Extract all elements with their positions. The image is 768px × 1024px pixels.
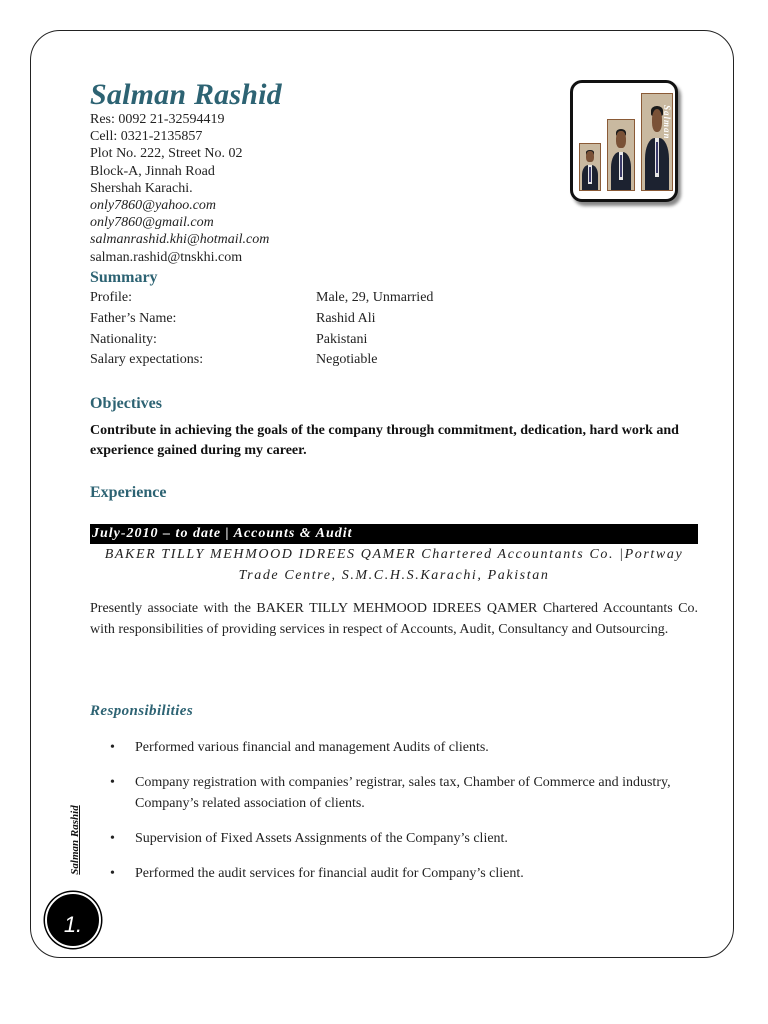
email-hotmail[interactable]: salmanrashid.khi@hotmail.com xyxy=(90,232,270,248)
bullet-icon: • xyxy=(110,775,115,790)
contact-block xyxy=(90,111,269,266)
responsibilities-list xyxy=(110,737,680,898)
vertical-footer-name xyxy=(66,800,84,880)
job-title-bar: July-2010 – to date | Accounts & Audit xyxy=(90,524,698,544)
list-item xyxy=(110,828,680,849)
email-yahoo[interactable]: only7860@yahoo.com xyxy=(90,198,217,214)
footer-name-text: Salman Rashid xyxy=(69,805,81,875)
photo-medium xyxy=(607,119,635,191)
responsibility-text: Performed the audit services for financial audit for Company’s client. xyxy=(135,866,524,881)
list-item xyxy=(110,772,680,814)
responsibility-text: Performed various financial and management Audits of clients. xyxy=(135,740,489,755)
summary-label: Profile: xyxy=(90,290,132,305)
email-gmail[interactable]: only7860@gmail.com xyxy=(90,215,214,231)
candidate-name: Salman Rashid xyxy=(90,78,282,111)
cell-phone: Cell: 0321-2135857 xyxy=(90,129,203,145)
address-line-1: Plot No. 222, Street No. 02 xyxy=(90,146,243,162)
list-item xyxy=(110,863,680,884)
responsibility-text: Supervision of Fixed Assets Assignments of the Company’s client. xyxy=(135,831,508,846)
objectives-text: Contribute in achieving the goals of the company through commitment, dedication, hard work and experience gained during my career. xyxy=(90,423,679,458)
summary-row xyxy=(90,311,490,332)
experience-heading: Experience xyxy=(90,484,167,501)
home-phone: Res: 0092 21-32594419 xyxy=(90,112,225,127)
address-line-3: Shershah Karachi. xyxy=(90,180,193,196)
summary-value: Negotiable xyxy=(316,352,378,368)
summary-value: Male, 29, Unmarried xyxy=(316,290,434,305)
company-name: BAKER TILLY MEHMOOD IDREES QAMER Chartered Accountants Co. |Portway Trade Centre, S.M.C.H.S.Karachi, Pakistan xyxy=(104,547,684,583)
summary-heading: Summary xyxy=(90,269,158,286)
summary-row xyxy=(90,290,490,311)
email-work[interactable]: salman.rashid@tnskhi.com xyxy=(90,249,243,265)
job-description: Presently associate with the BAKER TILLY MEHMOOD IDREES QAMER Chartered Accountants Co. with responsibilities of providing services in respect of Accounts, Audit, Consultancy and Outsourcing. xyxy=(90,601,698,637)
bullet-icon: • xyxy=(110,866,115,881)
summary-value: Rashid Ali xyxy=(316,310,376,326)
summary-value: Pakistani xyxy=(316,331,368,347)
address-line-2: Block-A, Jinnah Road xyxy=(90,163,215,179)
photo-caption: Salman xyxy=(662,105,672,140)
profile-photo xyxy=(570,80,678,202)
photo-small xyxy=(579,143,601,191)
bullet-icon: • xyxy=(110,831,115,846)
summary-row xyxy=(90,352,490,373)
objectives-heading: Objectives xyxy=(90,395,162,412)
responsibility-text: Company registration with companies’ registrar, sales tax, Chamber of Commerce and industry, Company’s related association of clients. xyxy=(135,775,671,811)
list-item xyxy=(110,737,680,758)
summary-label: Father’s Name: xyxy=(90,310,177,326)
summary-row xyxy=(90,332,490,353)
responsibilities-heading: Responsibilities xyxy=(90,703,194,719)
summary-label: Nationality: xyxy=(90,331,157,347)
bullet-icon: • xyxy=(110,740,115,755)
summary-table xyxy=(90,290,490,373)
page-number-badge: 1. xyxy=(45,892,101,948)
summary-label: Salary expectations: xyxy=(90,352,204,368)
